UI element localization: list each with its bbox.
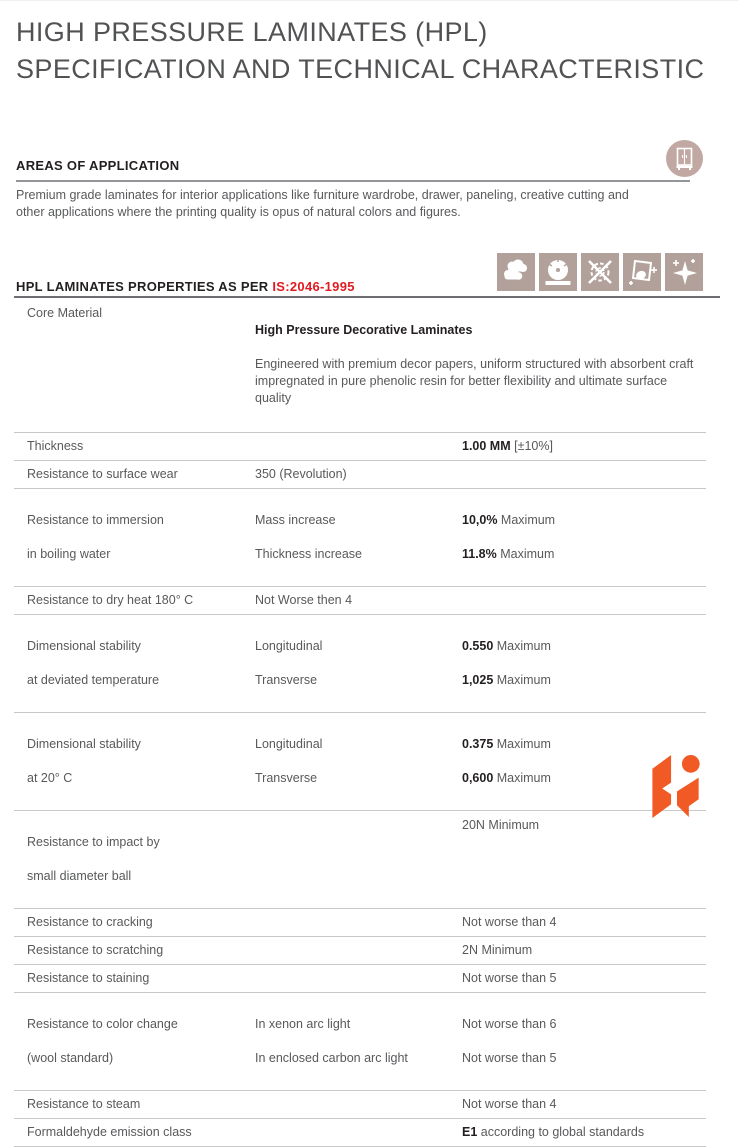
value-cell [255, 305, 706, 424]
value-cell: Not worse than 4 [462, 915, 557, 929]
value-bold: 0,600 [462, 771, 494, 785]
value-line [462, 546, 706, 563]
property-line: Resistance to impact by [27, 835, 160, 849]
value-cell: Not worse than 5 [462, 971, 557, 985]
table-row-dimensional-deviated [14, 615, 706, 713]
condition-cell: Not Worse then 4 [255, 593, 353, 607]
value-bold: 1.00 MM [462, 439, 511, 453]
condition-cell [255, 719, 462, 804]
condition-cell [255, 999, 462, 1084]
table-row-cracking [14, 909, 706, 937]
table-row-staining [14, 965, 706, 993]
property-cell: Resistance to staining [27, 971, 150, 985]
table-row-dry-heat [14, 587, 706, 615]
steam-clouds-icon [497, 253, 535, 291]
property-cell [27, 719, 255, 804]
condition-line: Longitudinal [255, 737, 323, 751]
property-cell: Resistance to scratching [27, 943, 164, 957]
property-cell: Resistance to dry heat 180° C [27, 593, 194, 607]
value-rest: [±10%] [510, 439, 553, 453]
value-line: Not worse than 6 [462, 1017, 557, 1031]
table-row-immersion [14, 489, 706, 587]
condition-line: Transverse [255, 771, 318, 785]
table-row-core-material [14, 298, 706, 433]
value-bold: 0.550 [462, 639, 494, 653]
condition-line: Mass increase [255, 513, 336, 527]
property-cell: Resistance to surface wear [27, 467, 178, 481]
feature-icon-strip [497, 253, 703, 291]
page-title-line2: SPECIFICATION AND TECHNICAL CHARACTERISTIC [16, 54, 705, 84]
condition-line: In xenon arc light [255, 1017, 351, 1031]
value-cell: 20N Minimum [462, 818, 540, 832]
value-bold: E1 [462, 1125, 478, 1139]
table-row-scratching [14, 937, 706, 965]
value-cell [462, 1124, 706, 1141]
value-cell [462, 621, 706, 706]
value-line: Not worse than 5 [462, 1051, 557, 1065]
value-cell [462, 495, 706, 580]
value-rest: according to global standards [477, 1125, 645, 1139]
property-line: Resistance to color change [27, 1017, 178, 1031]
value-line [462, 672, 706, 689]
property-cell [27, 817, 255, 902]
value-cell: 2N Minimum [462, 943, 533, 957]
condition-line: Thickness increase [255, 547, 362, 561]
value-cell [462, 999, 706, 1084]
property-line: at 20° C [27, 771, 73, 785]
easy-clean-icon [623, 253, 661, 291]
value-cell [462, 438, 706, 455]
page-title [16, 14, 704, 88]
table-row-thickness [14, 433, 706, 461]
property-line: Resistance to immersion [27, 513, 164, 527]
value-rest: Maximum [493, 737, 551, 751]
table-row-impact [14, 811, 706, 909]
areas-of-application-body: Premium grade laminates for interior applications like furniture wardrobe, drawer, paneling, creative cutting and other applications where the printing quality is opus of natural colors and figures. [16, 188, 629, 219]
value-bold: 0.375 [462, 737, 494, 751]
property-cell: Formaldehyde emission class [27, 1125, 192, 1139]
brand-k-logomark-icon [652, 755, 702, 818]
property-cell: Core Material [27, 306, 103, 320]
property-line: at deviated temperature [27, 673, 160, 687]
value-bold: 11.8% [462, 547, 497, 561]
value-rest: Maximum [493, 673, 551, 687]
condition-line: In enclosed carbon arc light [255, 1051, 408, 1065]
value-line [462, 512, 706, 529]
condition-cell: 350 (Revolution) [255, 467, 347, 481]
wardrobe-icon [666, 140, 703, 177]
condition-cell [255, 495, 462, 580]
standard-code: IS:2046-1995 [272, 279, 355, 294]
table-row-color-change [14, 993, 706, 1091]
property-line: (wool standard) [27, 1051, 114, 1065]
areas-underline [16, 180, 690, 182]
value-bold: 10,0% [462, 513, 498, 527]
properties-table [14, 298, 706, 1147]
value-bold: 1,025 [462, 673, 494, 687]
table-row-steam [14, 1091, 706, 1119]
page-title-line1: HIGH PRESSURE LAMINATES (HPL) [16, 17, 488, 47]
table-row-dimensional-20c [14, 713, 706, 811]
core-material-title: High Pressure Decorative Laminates [255, 323, 473, 337]
value-cell: Not worse than 4 [462, 1097, 557, 1111]
value-rest: Maximum [493, 771, 551, 785]
areas-of-application-heading: AREAS OF APPLICATION [16, 158, 180, 173]
condition-cell [255, 621, 462, 706]
condition-line: Longitudinal [255, 639, 323, 653]
value-rest: Maximum [496, 547, 555, 561]
value-rest: Maximum [497, 513, 556, 527]
saw-blade-icon [539, 253, 577, 291]
property-line: in boiling water [27, 547, 111, 561]
value-line [462, 736, 706, 753]
property-line: small diameter ball [27, 869, 132, 883]
property-cell [27, 999, 255, 1084]
property-cell [27, 495, 255, 580]
table-row-formaldehyde [14, 1119, 706, 1147]
core-material-description: Engineered with premium decor papers, uniform structured with absorbent craft impregnated in pure phenolic resin for better flexibility and ultimate surface quality [255, 357, 694, 405]
condition-line: Transverse [255, 673, 318, 687]
property-cell: Thickness [27, 439, 84, 453]
value-line [462, 638, 706, 655]
property-cell: Resistance to cracking [27, 915, 153, 929]
property-cell: Resistance to steam [27, 1097, 141, 1111]
sparkle-shine-icon [665, 253, 703, 291]
property-line: Dimensional stability [27, 737, 141, 751]
no-abrasion-icon [581, 253, 619, 291]
property-cell [27, 621, 255, 706]
value-rest: Maximum [493, 639, 551, 653]
properties-heading [16, 279, 355, 294]
properties-heading-text: HPL LAMINATES PROPERTIES AS PER [16, 279, 273, 294]
property-line: Dimensional stability [27, 639, 141, 653]
table-row-surface-wear [14, 461, 706, 489]
